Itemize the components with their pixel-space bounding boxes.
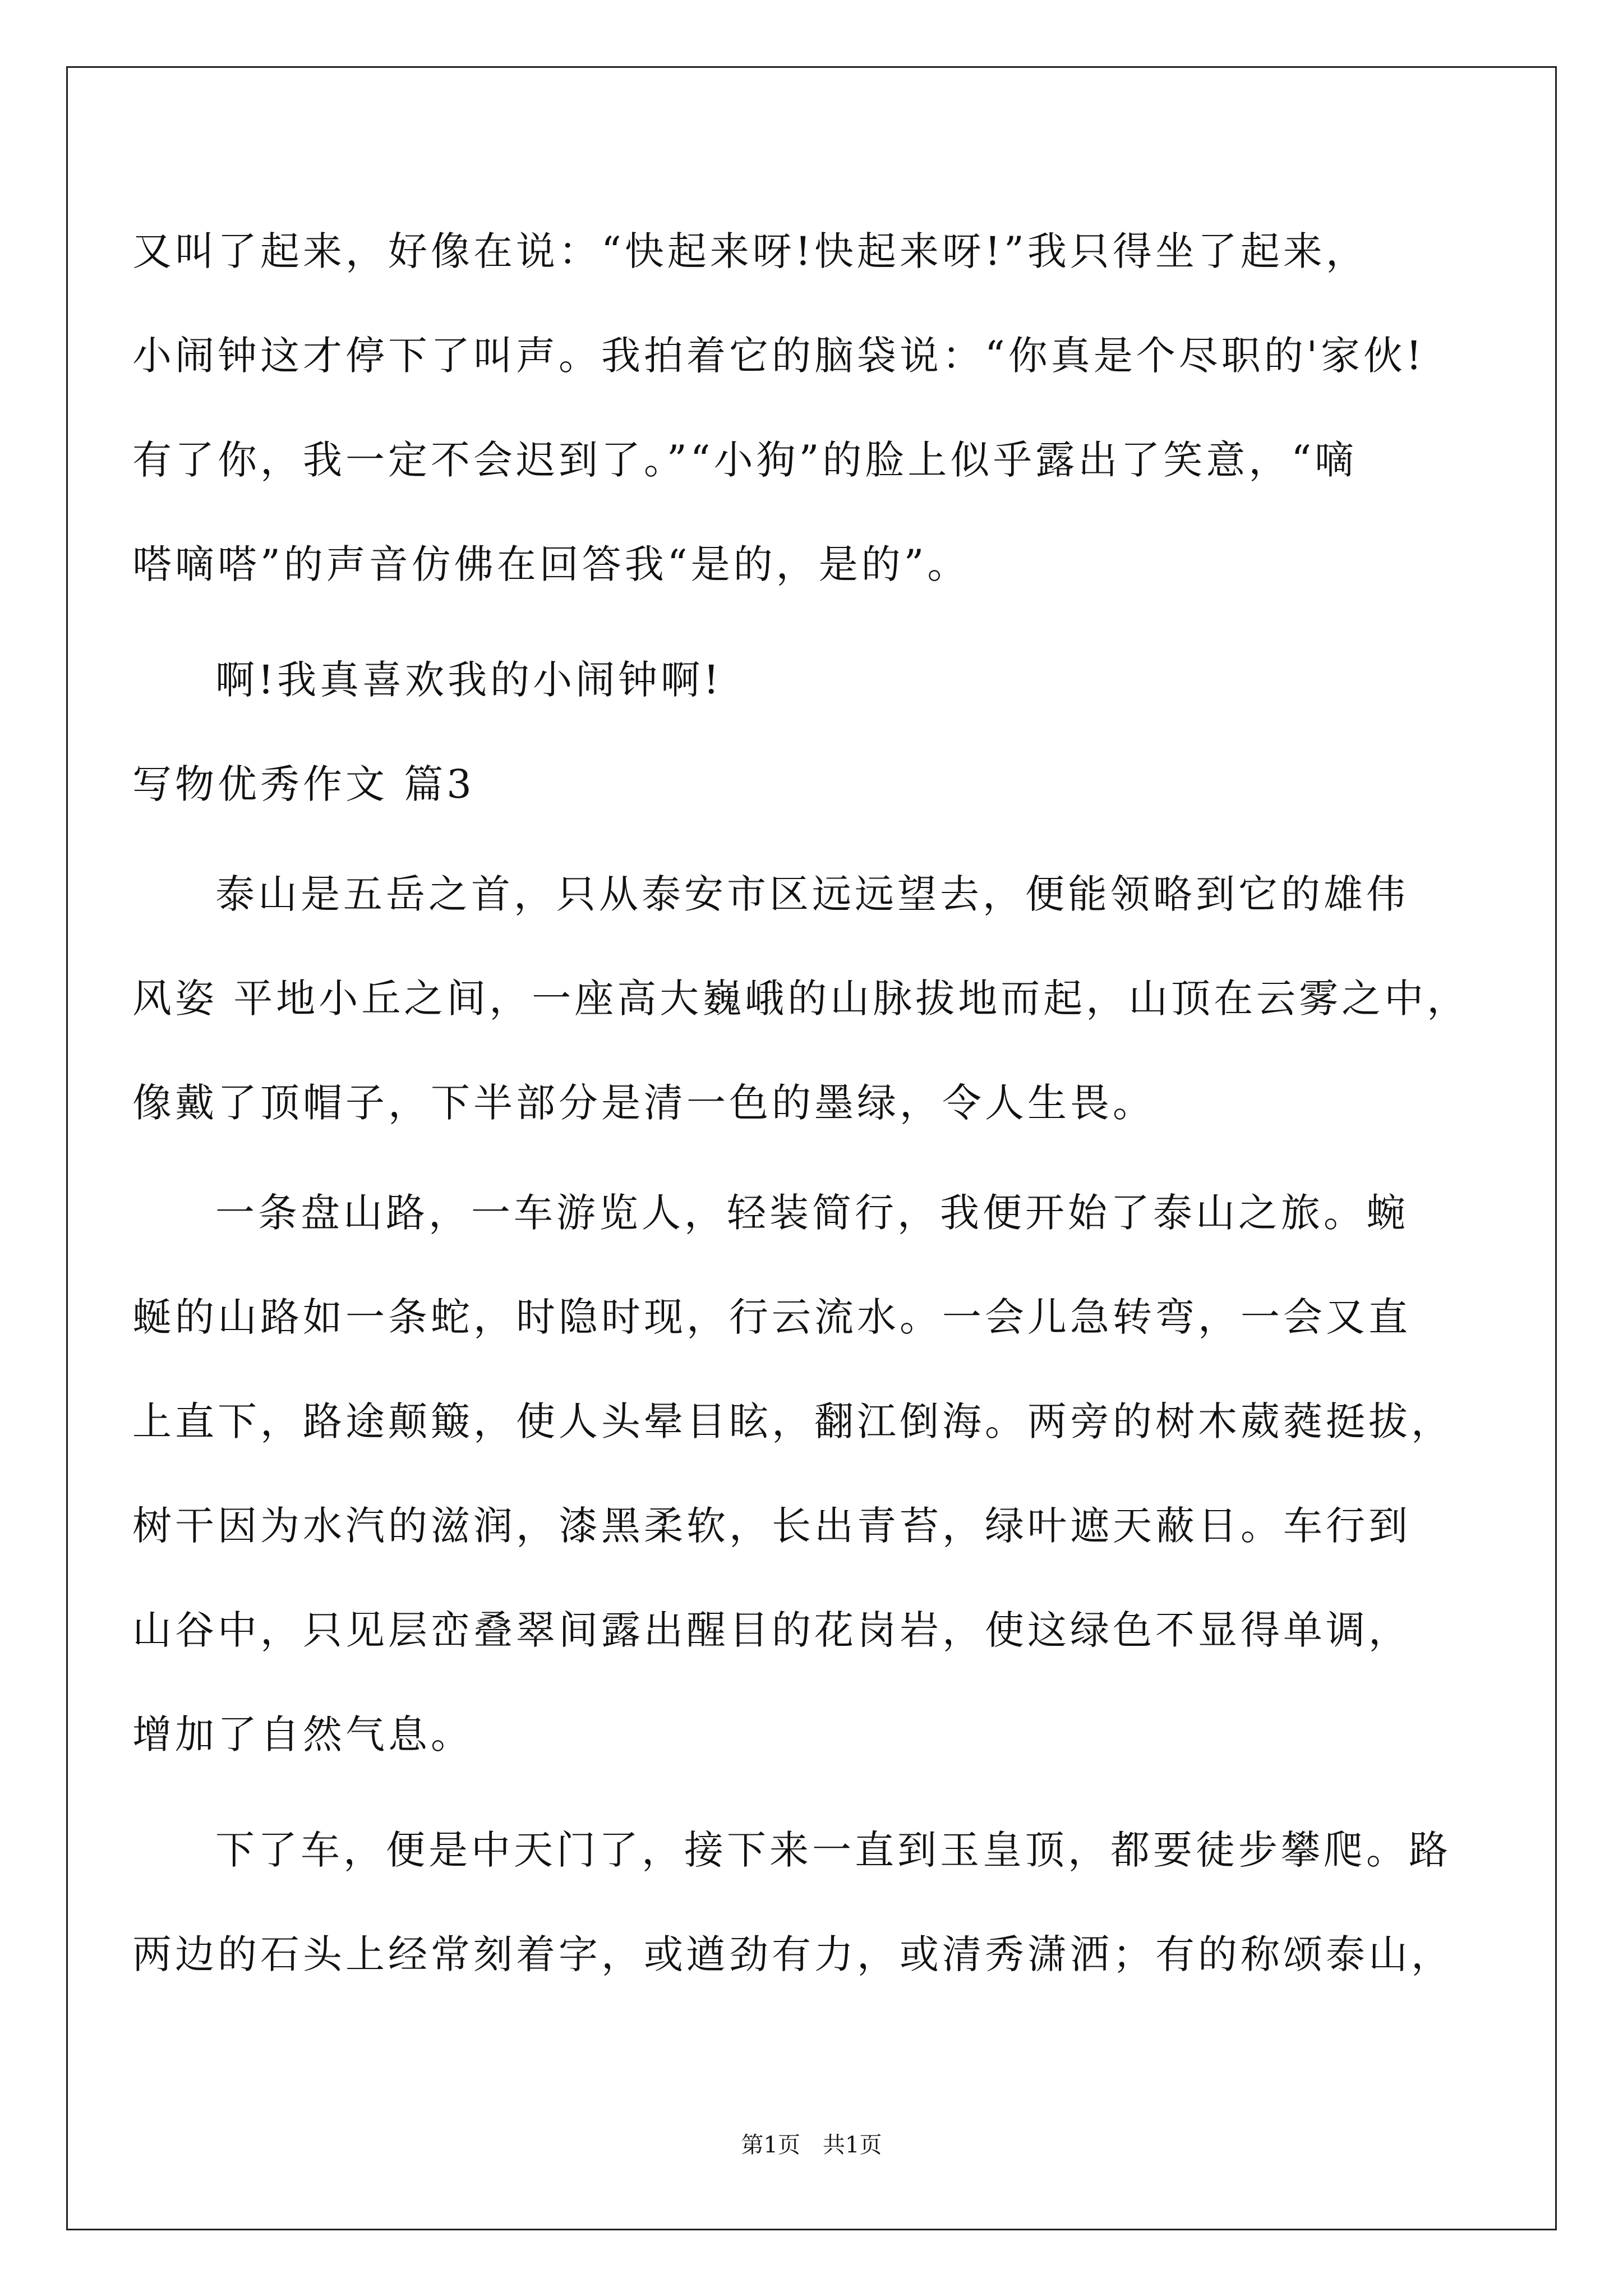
- text-line: 上直下，路途颠簸，使人头晕目眩，翻江倒海。两旁的树木葳蕤挺拔，: [132, 1398, 1454, 1444]
- paragraph-line: 啊!我真喜欢我的小闹钟啊!: [215, 657, 723, 703]
- text-line: 蜒的山路如一条蛇，时隐时现，行云流水。一会儿急转弯，一会又直: [132, 1294, 1411, 1340]
- text-line: 两边的石头上经常刻着字，或遒劲有力，或清秀潇洒；有的称颂泰山，: [132, 1931, 1454, 1977]
- page-footer: 第1页 共1页: [741, 2132, 882, 2158]
- page-border: [66, 66, 1557, 2230]
- text-line: 树干因为水汽的滋润，漆黑柔软，长出青苔，绿叶遮天蔽日。车行到: [132, 1503, 1411, 1549]
- paragraph-line: 下了车，便是中天门了，接下来一直到玉皇顶，都要徒步攀爬。路: [215, 1827, 1451, 1873]
- text-line: 嗒嘀嗒”的声音仿佛在回答我“是的，是的”。: [132, 541, 970, 587]
- section-heading: 写物优秀作文 篇3: [132, 761, 475, 807]
- text-line: 像戴了顶帽子，下半部分是清一色的墨绿，令人生畏。: [132, 1080, 1155, 1126]
- text-line: 增加了自然气息。: [132, 1711, 473, 1757]
- text-line: 又叫了起来，好像在说：“快起来呀!快起来呀!”我只得坐了起来，: [132, 228, 1368, 274]
- text-line: 小闹钟这才停下了叫声。我拍着它的脑袋说：“你真是个尽职的'家伙!: [132, 333, 1426, 379]
- text-line: 有了你，我一定不会迟到了。”“小狗”的脸上似乎露出了笑意，“嘀: [132, 437, 1358, 483]
- text-line: 风姿 平地小丘之间，一座高大巍峨的山脉拔地而起，山顶在云雾之中，: [132, 976, 1470, 1022]
- paragraph-line: 泰山是五岳之首，只从泰安市区远远望去，便能领略到它的雄伟: [215, 871, 1409, 917]
- paragraph-line: 一条盘山路，一车游览人，轻装简行，我便开始了泰山之旅。蜿: [215, 1190, 1409, 1236]
- text-line: 山谷中，只见层峦叠翠间露出醒目的花岗岩，使这绿色不显得单调，: [132, 1607, 1411, 1653]
